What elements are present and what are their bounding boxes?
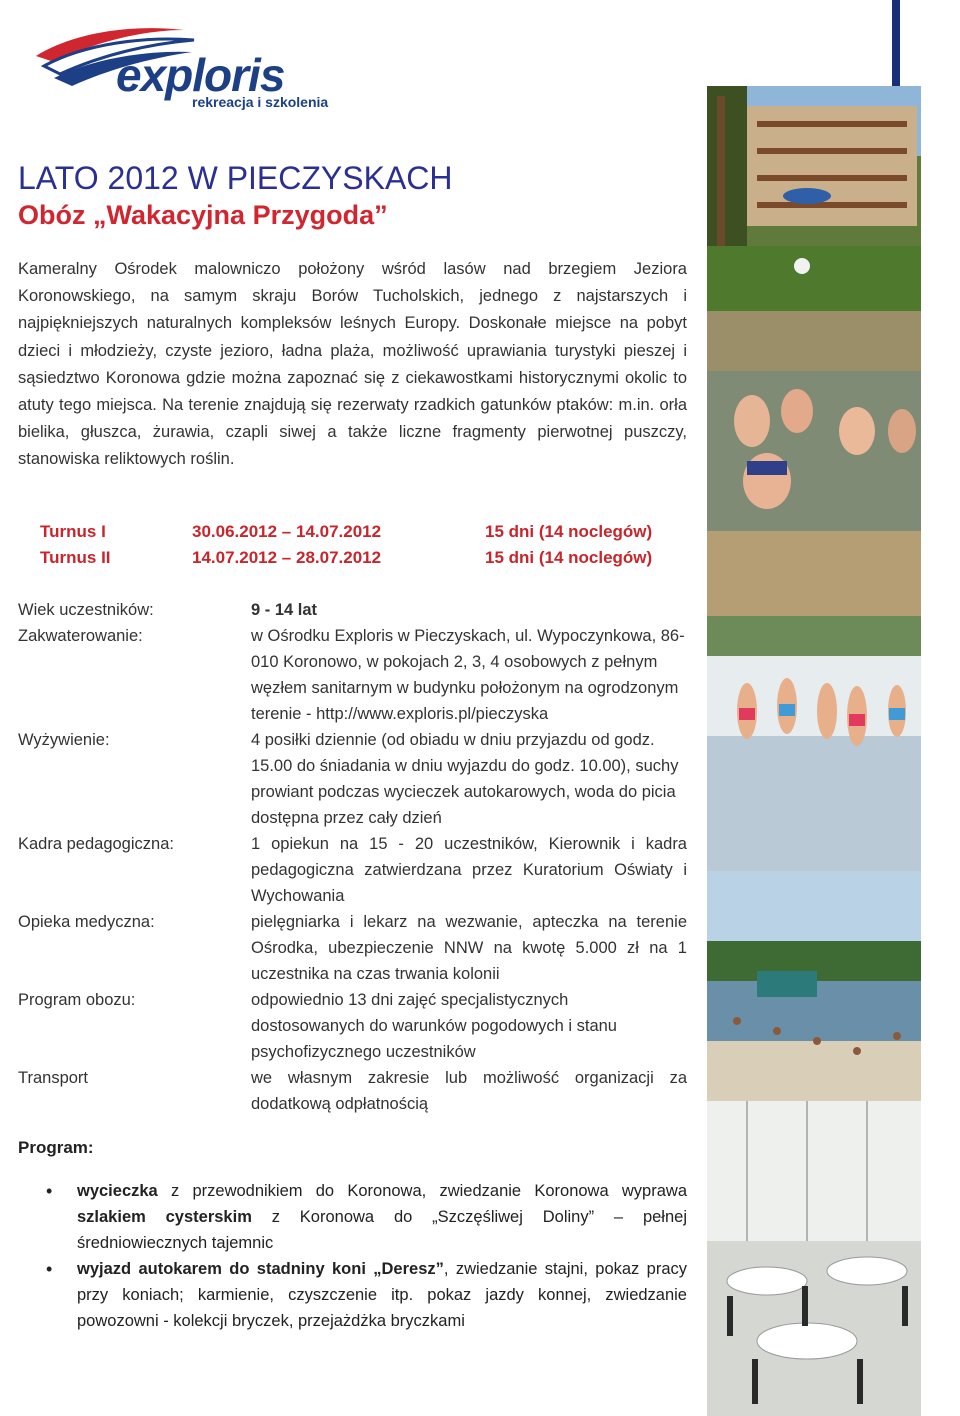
program-item — [18, 1178, 687, 1256]
logo-tagline: rekreacja i szkolenia — [192, 94, 329, 110]
turnus-length: 15 dni (14 noclegów) — [485, 522, 653, 541]
intro-paragraph: Kameralny Ośrodek malowniczo położony wśród lasów nad brzegiem Jeziora Koronowskiego, na samym skraju Borów Tucholskich, jednego z najstarszych i najpiękniejszych naturalnych kompleksów leśnych Europy. Doskonałe miejsce na pobyt dzieci i młodzieży, czyste jezioro, ładna plaża, możliwość uprawiania turystyki pieszej i sąsiedztwo Koronowa gdzie można zapoznać się z ciekawostkami historycznymi okolic to atuty tego miejsca. Na terenie znajdują się rezerwaty rzadkich gatunków ptaków: m.in. orła bielika, głuszca, żurawia, czapli siwej a także liczne fragmenty pierwotnej puszczy, stanowiska reliktowych roślin. — [18, 260, 687, 469]
detail-label: Wiek uczestników: — [18, 601, 154, 619]
detail-value: odpowiednio 13 dni zajęć specjalistycznych dostosowanych do warunków pogodowych i stanu psychofizycznego uczestników — [251, 991, 617, 1061]
program-item — [18, 1256, 687, 1334]
program-heading: Program: — [18, 1138, 94, 1157]
detail-value: w Ośrodku Exploris w Pieczyskach, ul. Wypoczynkowa, 86-010 Koronowo, w pokojach 2, 3, 4 osobowych z pełnym węzłem sanitarnym w budynku położonym na ogrodzonym terenie - http://www.exploris.pl/pieczyska — [251, 627, 685, 723]
program-item-bold: wycieczka — [77, 1182, 158, 1200]
children-running-water-photo — [707, 616, 921, 871]
page-subtitle: Obóz „Wakacyjna Przygoda” — [18, 200, 388, 230]
program-list — [18, 1178, 687, 1334]
detail-label: Kadra pedagogiczna: — [18, 835, 174, 853]
turnus-length: 15 dni (14 noclegów) — [485, 548, 653, 567]
page-title: LATO 2012 W PIECZYSKACH — [18, 160, 453, 196]
logo-brand-text: exploris — [116, 49, 285, 101]
program-item-text: z Koronowa do „Szczęśliwej Doliny” – pełnej średniowiecznych tajemnic — [77, 1208, 687, 1252]
detail-label: Transport — [18, 1069, 88, 1087]
program-item-bold: wyjazd autokarem do stadniny koni „Deresz” — [77, 1260, 444, 1278]
program-item-text: , zwiedzanie stajni, pokaz pracy przy koniach; karmienie, czyszczenie itp. pokaz jazdy konnej, zwiedzanie powozowni - kolekcji bryczek, przejażdżka bryczkami — [77, 1260, 687, 1330]
detail-value: 9 - 14 lat — [251, 601, 318, 619]
detail-value: 1 opiekun na 15 - 20 uczestników, Kierownik i kadra pedagogiczna zatwierdzana przez Kuratorium Oświaty i Wychowania — [251, 835, 687, 905]
bullet-icon: • — [46, 1181, 53, 1201]
program-item-bold: szlakiem cysterskim — [77, 1208, 252, 1226]
turnus-dates: 30.06.2012 – 14.07.2012 — [192, 522, 382, 541]
detail-value: we własnym zakresie lub możliwość organizacji za dodatkową odpłatnością — [251, 1069, 687, 1113]
detail-label: Wyżywienie: — [18, 731, 110, 749]
hotel-building-photo — [707, 86, 921, 311]
detail-label: Opieka medyczna: — [18, 913, 155, 931]
detail-value: 4 posiłki dziennie (od obiadu w dniu przyjazdu od godz. 15.00 do śniadania w dniu wyjazdu do godz. 10.00), suchy prowiant podczas wycieczek autokarowych, woda do picia dostępna przez cały dzień — [251, 731, 679, 827]
children-in-lake-photo — [707, 311, 921, 616]
beach-photo — [707, 871, 921, 1101]
bullet-icon: • — [46, 1259, 53, 1279]
dining-room-photo — [707, 1101, 921, 1416]
turnus-dates: 14.07.2012 – 28.07.2012 — [192, 548, 382, 567]
program-item-text: z przewodnikiem do Koronowa, zwiedzanie Koronowa wyprawa — [157, 1182, 687, 1200]
detail-label: Program obozu: — [18, 991, 136, 1009]
exploris-logo — [34, 22, 354, 114]
turnus-name: Turnus II — [40, 548, 111, 567]
turnus-name: Turnus I — [40, 522, 106, 541]
detail-label: Zakwaterowanie: — [18, 627, 143, 645]
detail-value: pielęgniarka i lekarz na wezwanie, apteczka na terenie Ośrodka, ubezpieczenie NNW na kwotę 5.000 zł na 1 uczestnika na czas trwania kolonii — [251, 913, 687, 983]
